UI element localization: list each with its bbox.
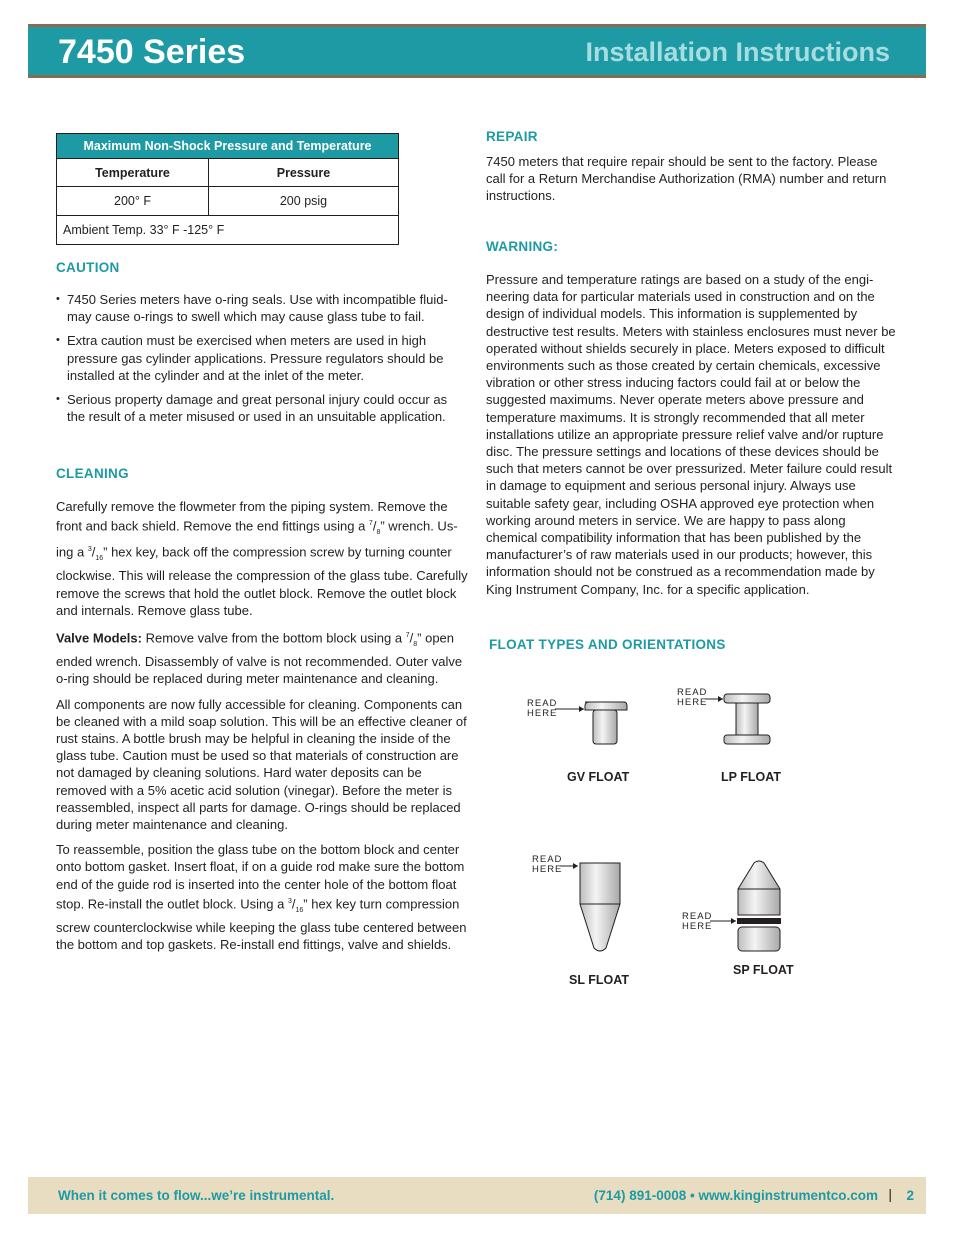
sl-float-label: SL FLOAT [569,973,629,987]
cleaning-heading: CLEANING [56,466,129,481]
footer-tagline: When it comes to flow...we’re instrumental. [58,1188,335,1203]
fraction-denominator: 8 [376,529,381,537]
caution-item: • 7450 Series meters have o-ring seals. Use with incompatible fluid-may cause o-rings to swell which may cause glass tube to fail. [56,291,456,325]
text-run: To reassemble, position the glass tube on the bottom block and center onto bottom gasket. Insert float, if on a guide rod make sure the bottom end of the guide rod is inserted into the center hole of the bottom float stop. Re-install the outlet block. Using a [56,842,465,912]
text-run: ” open ended wrench. Disassembly of valve is not recommended. Outer valve o-ring should be replaced during meter maintenance and cleaning. [56,630,463,687]
text-run: ” hex key turn compression screw counterclockwise while keeping the glass tube centered between the bottom and top gaskets. Re-install end fittings, valve and shields. [56,896,467,953]
lp-float-label: LP FLOAT [721,770,781,784]
repair-text: 7450 meters that require repair should be sent to the factory. Please call for a Return Merchandise Authorization (RMA) number and return instructions. [486,154,887,204]
document-subtitle: Installation Instructions [585,37,890,67]
fraction-numerator: 7 [368,520,373,528]
here-text: HERE [677,697,708,708]
cleaning-paragraph [56,498,468,619]
floats-heading: FLOAT TYPES AND ORIENTATIONS [489,637,726,652]
read-text: READ [532,854,563,865]
caution-list [56,291,456,432]
text-run: Carefully remove the flowmeter from the piping system. Remove the front and back shield. Remove the end fittings using a [56,499,448,534]
series-title: 7450 Series [58,33,246,71]
fraction-slash: / [372,518,377,534]
gv-float-icon [527,690,647,750]
repair-heading: REPAIR [486,129,538,144]
fraction-numerator: 3 [287,897,292,905]
temperature-value: 200° F [57,187,209,216]
footer-contact: (714) 891-0008 • www.kinginstrumentco.com [593,1188,878,1203]
here-text: HERE [682,921,713,932]
pressure-header: Pressure [209,159,399,187]
read-text: READ [677,687,708,698]
here-text: HERE [532,864,563,875]
footer-separator: | [888,1186,892,1202]
text-run: ” hex key, back off the compression screw by turning counter clockwise. This will release the compression of the glass tube. Carefully remove the screws that hold the outlet block. Remove the outlet block and internals. Remove glass tube. [56,544,468,618]
fraction-slash: / [409,630,414,646]
gv-float-label: GV FLOAT [567,770,630,784]
text-run: ” wrench. Us-ing a [56,518,458,560]
cleaning-paragraph: All components are now fully accessible for cleaning. Components can be cleaned with a mild soap solution. This will be an effective cleaner of rust stains. A bottle brush may be helpful in cleaning the inside of the glass tube. Caution must be used so that materials of construction are not damaged by cleaning solutions. Hard water deposits can be removed with a 5% acetic acid solution (vinegar). Before the meter is reassembled, inspect all parts for damage. O-rings should be replaced during meter maintenance and cleaning. [56,696,467,833]
caution-item: • Serious property damage and great personal injury could occur as the result of a meter misused or used in an unsuitable application. [56,391,456,425]
fraction-denominator: 16 [95,555,104,563]
here-text: HERE [527,708,558,719]
pressure-temperature-table [56,133,399,245]
fraction-slash: / [291,896,296,912]
valve-label: Valve Models: [56,630,142,646]
valve-paragraph [56,627,468,688]
reassemble-paragraph [56,841,468,953]
warning-heading: WARNING: [486,239,559,254]
page-footer [28,1177,926,1214]
pressure-value: 200 psig [209,187,399,216]
read-text: READ [682,911,713,922]
fraction-numerator: 3 [87,546,92,554]
caution-item: • Extra caution must be exercised when meters are used in high pressure gas cylinder applications. Pressure regulators should be installed at the cylinder and at the inlet of the meter. [56,332,456,384]
table-caption: Maximum Non-Shock Pressure and Temperature [57,134,399,159]
sp-float-icon [682,855,802,955]
caution-heading: CAUTION [56,260,120,275]
text-run: Remove valve from the bottom block using a [141,630,406,646]
page-number: 2 [906,1188,914,1203]
read-text: READ [527,698,558,709]
fraction-slash: / [91,544,96,560]
sp-float-label: SP FLOAT [733,963,794,977]
fraction-denominator: 8 [413,640,418,648]
lp-float-icon [677,680,797,750]
temperature-header: Temperature [57,159,209,187]
page-header [28,24,926,78]
sl-float-icon [532,850,632,960]
warning-text: Pressure and temperature ratings are based on a study of the engi-neering data for particular materials used in construction and on the design of individual models. This information is supplemented by destructive test results. Meters with stainless enclosures must never be operated without shields securely in place. Meters exposed to difficult environments such as those created by certain chemicals, excessive vibration or other stress inducing factors could fail at or below the suggested maximums. Never operate meters above pressure and temperature maximums. It is strongly recommended that all meter installations utilize an appropriate pressure relief valve and/or rupture disc. The pressure settings and locations of these devices should be such that meters cannot be over pressurized. Meter failure could result in damage to equipment and serious personal injury. Always use suitable safety gear, including OSHA approved eye protection when working around meters in service. We are happy to pass along chemical compatibility information that has been published by the manufacturer’s of raw materials used in our products; however, this information should not be construed as a recommendation made by King Instrument Company, Inc. for a specific application. [486,272,896,597]
fraction-denominator: 16 [295,906,304,914]
cleaning-text [56,498,468,961]
fraction-numerator: 7 [405,632,410,640]
ambient-temp: Ambient Temp. 33° F -125° F [57,216,399,245]
